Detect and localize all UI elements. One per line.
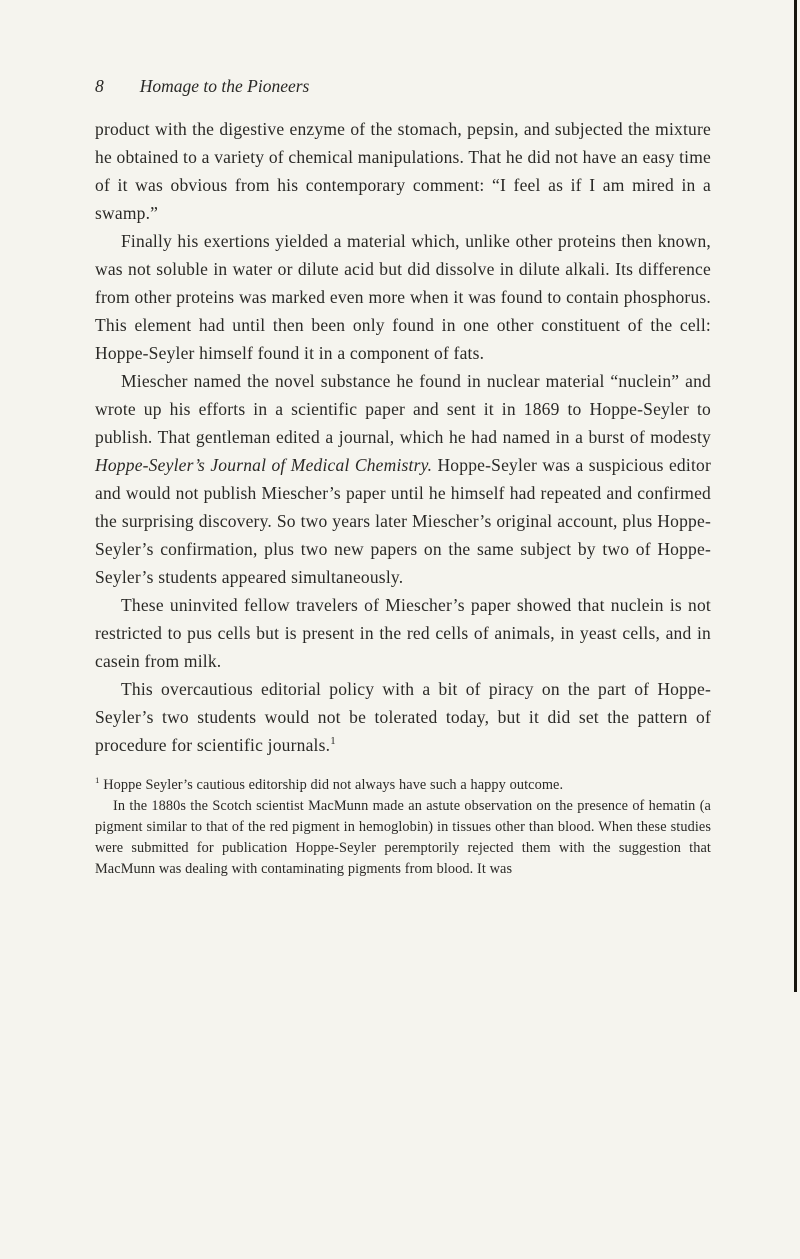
body-paragraph: Miescher named the novel substance he found in nuclear material “nuclein” and wrote up his efforts in a scientific paper and sent it in 1869 to Hoppe-Seyler to publish. That gentleman edited a journal, which he had named in a burst of modesty Hoppe-Seyler’s Journal of Medical Chemistry. Hoppe-Seyler was a suspicious editor and would not publish Miescher’s paper until he himself had repeated and confirmed the surprising discovery. So two years later Miescher’s original account, plus Hoppe-Seyler’s confirmation, plus two new papers on the same subject by two of Hoppe-Seyler’s students appeared simultaneously. [95,371,711,587]
body-paragraph: These uninvited fellow travelers of Miescher’s paper showed that nuclein is not restricted to pus cells but is present in the red cells of animals, in yeast cells, and in casein from milk. [95,595,711,671]
body-paragraph: This overcautious editorial policy with a bit of piracy on the part of Hoppe-Seyler’s two students would not be tolerated today, but it did set the pattern of procedure for scientific journals.$^1$ [95,679,711,755]
footnote-paragraph: In the 1880s the Scotch scientist MacMunn made an astute observation on the presence of hematin (a pigment similar to that of the red pigment in hemoglobin) in tissues other than blood. When these studies were submitted for publication Hoppe-Seyler peremptorily rejected them with the suggestion that MacMunn was dealing with contaminating pigments from blood. It was [95,798,711,877]
body-paragraph: product with the digestive enzyme of the stomach, pepsin, and subjected the mixture he obtained to a variety of chemical manipulations. That he did not have an easy time of it was obvious from his contemporary comment: “I feel as if I am mired in a swamp.” [95,119,711,223]
running-title: Homage to the Pioneers [139,76,310,96]
page-content [95,76,711,880]
body-text [95,115,711,759]
page-number: 8 [95,76,104,96]
footnotes [95,775,711,880]
running-header [95,76,711,97]
scan-artifact-line [794,0,797,992]
footnote-paragraph: $^1$ Hoppe Seyler’s cautious editorship did not always have such a happy outcome. [95,775,564,793]
body-paragraph: Finally his exertions yielded a material which, unlike other proteins then known, was not soluble in water or dilute acid but did dissolve in dilute alkali. Its difference from other proteins was marked even more when it was found to contain phosphorus. This element had until then been only found in one other constituent of the cell: Hoppe-Seyler himself found it in a component of fats. [95,231,711,363]
